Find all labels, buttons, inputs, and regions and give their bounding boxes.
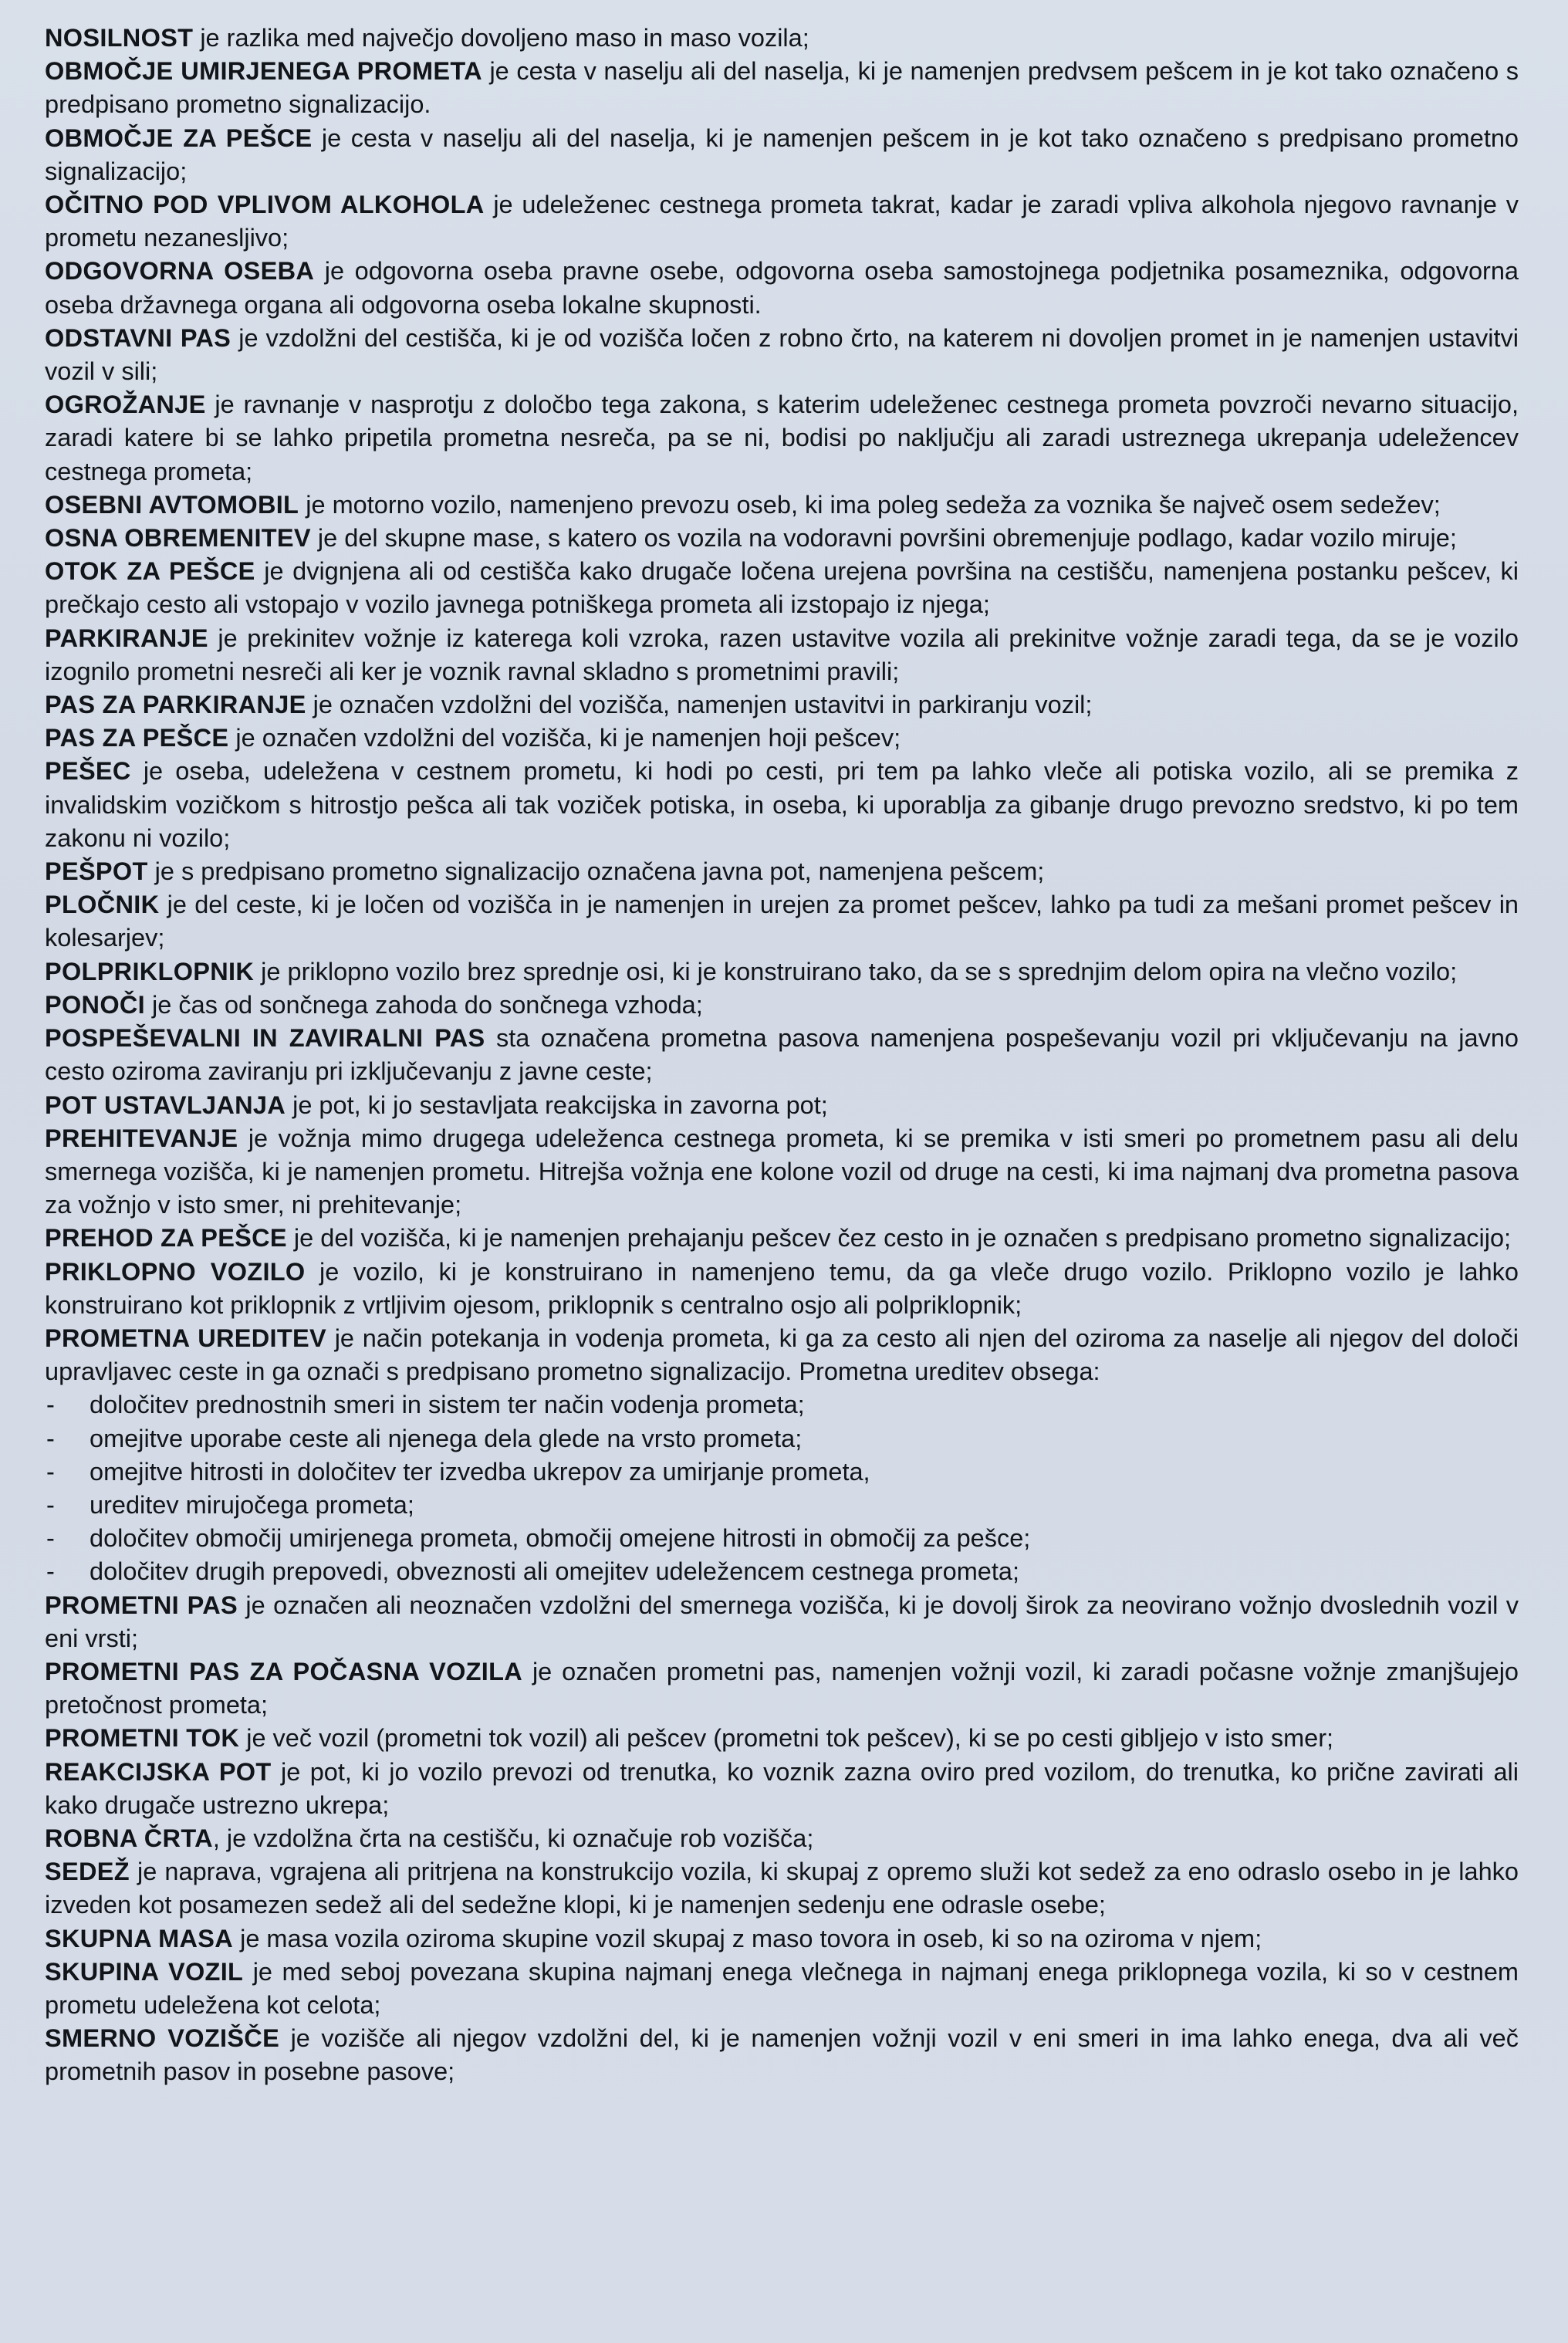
definition-text: je čas od sončnega zahoda do sončnega vzhoda; <box>145 990 703 1019</box>
definition-entry <box>45 22 1519 55</box>
definition-term: OSNA OBREMENITEV <box>45 524 311 553</box>
definition-text: je pot, ki jo sestavljata reakcijska in zavorna pot; <box>286 1090 828 1119</box>
definition-entry <box>45 1322 1519 1388</box>
definition-term: PONOČI <box>45 990 146 1019</box>
definition-entry <box>45 989 1519 1022</box>
definition-term: OBMOČJE UMIRJENEGA PROMETA <box>45 57 482 86</box>
traffic-arrangement-list <box>45 1388 1519 1588</box>
definition-term: REAKCIJSKA POT <box>45 1757 272 1786</box>
definition-entry <box>45 255 1519 321</box>
definition-text: je dvignjena ali od cestišča kako drugače ločena urejena površina na cestišču, namenjena postanku pešcev, ki prečkajo cesto ali vstopajo v vozilo javnega potniškega prometa ali izstopajo iz njega; <box>45 557 1519 619</box>
definition-entry <box>45 1956 1519 2022</box>
definition-text: sta označena prometna pasova namenjena pospeševanju vozil pri vključevanju na javno cesto oziroma zaviranju pri izključevanju z javne ceste; <box>45 1024 1519 1086</box>
definition-text: je vozilo, ki je konstruirano in namenjeno temu, da ga vleče drugo vozilo. Priklopno vozilo je lahko konstruirano kot priklopnik z vrtljivim ojesom, priklopnik s centralno osjo ali polpriklopnik; <box>45 1257 1519 1319</box>
definition-term: OČITNO POD VPLIVOM ALKOHOLA <box>45 191 485 219</box>
definition-entry <box>45 1589 1519 1655</box>
definition-entry <box>45 1655 1519 1722</box>
definition-text: je del vozišča, ki je namenjen prehajanju pešcev čez cesto in je označen s predpisano prometno signalizacijo; <box>286 1224 1512 1253</box>
definition-text: je med seboj povezana skupina najmanj enega vlečnega in najmanj enega priklopnega vozila, ki so v cestnem prometu udeležena kot celota; <box>45 1957 1519 2019</box>
definition-text: je priklopno vozilo brez sprednje osi, ki je konstruirano tako, da se s sprednjim delom opira na vlečno vozilo; <box>254 957 1458 986</box>
definition-entry <box>45 1722 1519 1755</box>
definition-entry <box>45 1822 1519 1855</box>
definitions-list-continued <box>45 1589 1519 2089</box>
definition-term: PARKIRANJE <box>45 624 208 652</box>
definition-term: NOSILNOST <box>45 24 194 52</box>
definition-text: je s predpisano prometno signalizacijo označena javna pot, namenjena pešcem; <box>147 857 1045 886</box>
definition-text: je prekinitev vožnje iz katerega koli vzroka, razen ustavitve vozila ali prekinitve vožnje zaradi tega, da se je vozilo izognilo prometni nesreči ali ker je voznik ravnal skladno s prometnimi pravili; <box>45 624 1519 685</box>
definition-term: PEŠEC <box>45 757 131 786</box>
definition-entry <box>45 722 1519 755</box>
definition-term: POT USTAVLJANJA <box>45 1090 286 1119</box>
definition-entry <box>45 1756 1519 1822</box>
definition-entry <box>45 555 1519 621</box>
definition-text: je označen vzdolžni del vozišča, namenjen ustavitvi in parkiranju vozil; <box>306 691 1093 719</box>
definition-entry <box>45 1922 1519 1956</box>
definition-entry <box>45 855 1519 888</box>
definition-term: OSEBNI AVTOMOBIL <box>45 490 299 519</box>
definition-term: SMERNO VOZIŠČE <box>45 2024 280 2053</box>
definition-entry <box>45 1855 1519 1922</box>
definition-text: je način potekanja in vodenja prometa, ki ga za cesto ali njen del oziroma za naselje ali njegov del določi upravljavec ceste in ga označi s predpisano prometno signalizacijo. Prometna ureditev obsega: <box>45 1324 1519 1386</box>
definition-entry <box>45 688 1519 722</box>
list-item: - ureditev mirujočega prometa; <box>45 1489 1519 1522</box>
definition-entry <box>45 1256 1519 1322</box>
definition-entry <box>45 2022 1519 2088</box>
definition-text: je odgovorna oseba pravne osebe, odgovorna oseba samostojnega podjetnika posameznika, odgovorna oseba državnega organa ali odgovorna oseba lokalne skupnosti. <box>45 257 1519 319</box>
definition-text: je ravnanje v nasprotju z določbo tega zakona, s katerim udeleženec cestnega prometa povzroči nevarno situacijo, zaradi katere bi se lahko pripetila prometna nesreča, pa se ni, bodisi po naključju ali zaradi ustreznega ukrepanja udeležencev cestnega prometa; <box>45 390 1519 485</box>
definition-entry <box>45 489 1519 522</box>
definition-term: SKUPNA MASA <box>45 1924 234 1952</box>
definition-term: OTOK ZA PEŠCE <box>45 557 255 586</box>
list-item: - določitev prednostnih smeri in sistem ter način vodenja prometa; <box>45 1388 1519 1422</box>
definition-entry <box>45 522 1519 555</box>
definition-text: je označen ali neoznačen vzdolžni del smernega vozišča, ki je dovolj širok za neovirano vožnjo dvoslednih vozil v eni vrsti; <box>45 1591 1519 1652</box>
definition-text: je vozišče ali njegov vzdolžni del, ki je namenjen vožnji vozil v eni smeri in ima lahko enega, dva ali več prometnih pasov in posebne pasove; <box>45 2024 1519 2086</box>
definition-term: PROMETNI PAS ZA POČASNA VOZILA <box>45 1657 523 1685</box>
definition-entry <box>45 1122 1519 1222</box>
definition-text: je oseba, udeležena v cestnem prometu, ki hodi po cesti, pri tem pa lahko vleče ali potiska vozilo, ali se premika z invalidskim vozičkom s hitrostjo pešca ali tak voziček potiska, in oseba, ki uporablja za gibanje drugo prevozno sredstvo, ki po tem zakonu ni vozilo; <box>45 757 1519 852</box>
definition-text: je razlika med največjo dovoljeno maso in maso vozila; <box>193 24 809 52</box>
definition-text: je del ceste, ki je ločen od vozišča in je namenjen in urejen za promet pešcev, lahko pa tudi za mešani promet pešcev in kolesarjev; <box>45 891 1519 952</box>
definition-entry <box>45 622 1519 688</box>
definition-term: PRIKLOPNO VOZILO <box>45 1257 306 1286</box>
definition-term: PREHITEVANJE <box>45 1124 238 1152</box>
definition-term: SKUPINA VOZIL <box>45 1957 244 1986</box>
definition-term: OGROŽANJE <box>45 390 206 419</box>
definition-text: je motorno vozilo, namenjeno prevozu oseb, ki ima poleg sedeža za voznika še največ osem sedežev; <box>299 490 1441 519</box>
definition-text: je cesta v naselju ali del naselja, ki je namenjen pešcem in je kot tako označeno s predpisano prometno signalizacijo; <box>45 123 1519 185</box>
definition-entry <box>45 55 1519 121</box>
definition-term: PAS ZA PEŠCE <box>45 724 229 752</box>
definition-term: PAS ZA PARKIRANJE <box>45 691 306 719</box>
list-item: - določitev drugih prepovedi, obveznosti ali omejitev udeležencem cestnega prometa; <box>45 1555 1519 1588</box>
definition-text: je več vozil (prometni tok vozil) ali pešcev (prometni tok pešcev), ki se po cesti gibljejo v isto smer; <box>239 1724 1334 1753</box>
list-item: - omejitve hitrosti in določitev ter izvedba ukrepov za umirjanje prometa, <box>45 1456 1519 1489</box>
definition-entry <box>45 1089 1519 1122</box>
definition-text: je vožnja mimo drugega udeleženca cestnega prometa, ki se premika v isti smeri po prometnem pasu ali delu smernega vozišča, ki je namenjen prometu. Hitrejša vožnja ene kolone vozil od druge na cesti, ki ima najmanj dva prometna pasova za vožnjo v isto smer, ni prehitevanje; <box>45 1124 1519 1219</box>
definition-entry <box>45 322 1519 388</box>
definition-text: je vzdolžni del cestišča, ki je od vozišča ločen z robno črto, na katerem ni dovoljen promet in je namenjen ustavitvi vozil v sili; <box>45 323 1519 386</box>
definition-text: je označen prometni pas, namenjen vožnji vozil, ki zaradi počasne vožnje zmanjšujejo pretočnost prometa; <box>45 1657 1519 1719</box>
definition-text: je naprava, vgrajena ali pritrjena na konstrukcijo vozila, ki skupaj z opremo služi kot sedež za eno odraslo osebo in je lahko izveden kot posamezen sedež ali del sedežne klopi, ki je namenjen sedenju ene odrasle osebe; <box>45 1858 1519 1919</box>
list-item: - določitev območij umirjenega prometa, območij omejene hitrosti in območij za pešce; <box>45 1522 1519 1555</box>
definition-term: SEDEŽ <box>45 1858 130 1886</box>
definition-text: je del skupne mase, s katero os vozila na vodoravni površini obremenjuje podlago, kadar vozilo miruje; <box>310 524 1457 553</box>
definition-text: je cesta v naselju ali del naselja, ki je namenjen predvsem pešcem in je kot tako označeno s predpisano prometno signalizacijo. <box>45 57 1519 119</box>
definition-term: POLPRIKLOPNIK <box>45 957 255 986</box>
definition-term: PREHOD ZA PEŠCE <box>45 1224 287 1253</box>
definition-term: PEŠPOT <box>45 857 148 886</box>
definition-text: je pot, ki jo vozilo prevozi od trenutka, ko voznik zazna oviro pred vozilom, do trenutka, ko prične zavirati ali kako drugače ustrezno ukrepa; <box>45 1757 1519 1819</box>
definitions-list <box>45 22 1519 1388</box>
definition-text: je označen vzdolžni del vozišča, ki je namenjen hoji pešcev; <box>228 724 901 752</box>
definition-term: PLOČNIK <box>45 891 160 919</box>
definition-entry <box>45 755 1519 855</box>
definition-entry <box>45 388 1519 489</box>
definition-term: PROMETNA UREDITEV <box>45 1324 326 1352</box>
definition-entry <box>45 888 1519 955</box>
definition-term: POSPEŠEVALNI IN ZAVIRALNI PAS <box>45 1024 485 1053</box>
definition-term: PROMETNI TOK <box>45 1724 240 1753</box>
definition-entry <box>45 188 1519 255</box>
definition-term: ODSTAVNI PAS <box>45 323 231 352</box>
definition-term: OBMOČJE ZA PEŠCE <box>45 123 313 152</box>
definition-term: ROBNA ČRTA <box>45 1824 213 1852</box>
document-page <box>45 22 1519 2089</box>
definition-text: , je vzdolžna črta na cestišču, ki označuje rob vozišča; <box>212 1824 814 1852</box>
definition-entry <box>45 955 1519 989</box>
definition-entry <box>45 1022 1519 1088</box>
definition-term: ODGOVORNA OSEBA <box>45 257 315 286</box>
list-item: - omejitve uporabe ceste ali njenega dela glede na vrsto prometa; <box>45 1422 1519 1456</box>
definition-entry <box>45 1222 1519 1255</box>
definition-term: PROMETNI PAS <box>45 1591 238 1619</box>
definition-text: je udeleženec cestnega prometa takrat, kadar je zaradi vpliva alkohola njegovo ravnanje v prometu nezanesljivo; <box>45 191 1519 252</box>
definition-text: je masa vozila oziroma skupine vozil skupaj z maso tovora in oseb, ki so na oziroma v njem; <box>233 1924 1262 1952</box>
definition-entry <box>45 122 1519 188</box>
